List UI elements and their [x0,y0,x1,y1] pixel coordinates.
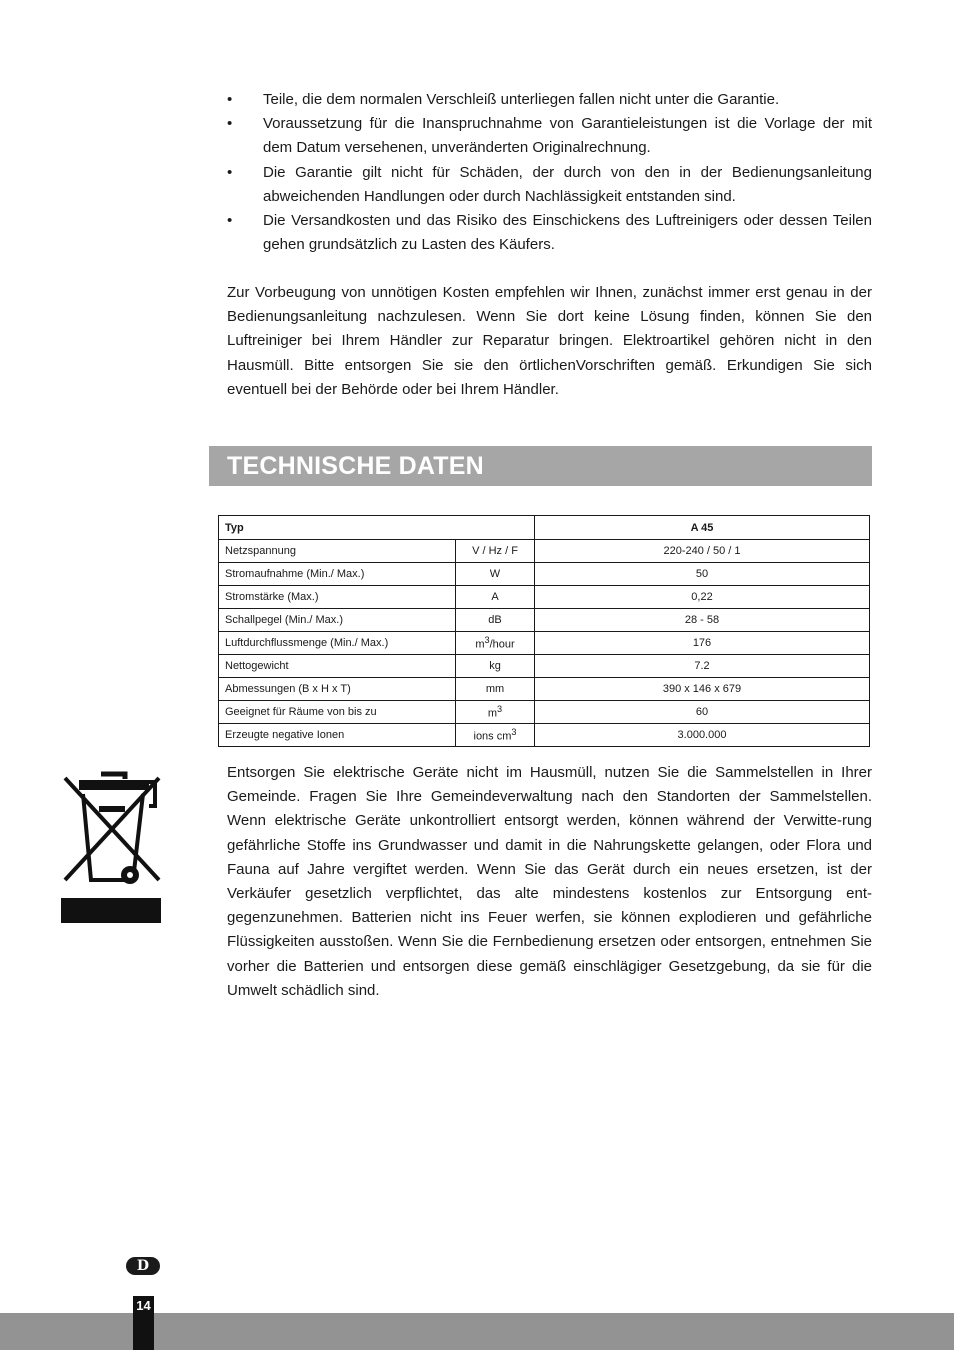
row-unit: mm [456,678,535,701]
disposal-paragraph: Entsorgen Sie elektrische Geräte nicht im Hausmüll, nutzen Sie die Sammelstellen in Ihrer Gemeinde. Fragen Sie Ihre Gemeindeverwaltung nach den Standorten der Sammelstellen. Wenn elektrische Geräte unkontrolliert entsorgt werden, können während der Verwitte-rung gefährliche Stoffe ins Grundwasser und damit in die Nahrungskette gelangen, oder Flora und Fauna auf Jahre vergiftet werden. Wenn Sie das Gerät durch ein neues ersetzen, ist der Verkäufer gesetzlich verpflichtet, das alte mindestens kostenlos zur Entsorgung ent-gegenzunehmen. Batterien nicht ins Feuer werfen, sie können explodieren und gefährliche Flüssigkeiten ausstoßen. Wenn Sie die Fernbedienung ersetzen oder entsorgen, entnehmen Sie vorher die Batterien und entsorgen diese gemäß einschlägiger Gesetzgebung, da sie für die Umwelt schädlich sind. [227,764,872,999]
table-row [219,586,870,609]
header-label-cell: Typ [219,516,535,540]
table-row [219,540,870,563]
table-row [219,563,870,586]
crossed-out-wheelie-bin-icon [61,768,161,924]
table-row [219,655,870,678]
table-row [219,632,870,655]
row-value: 7.2 [535,655,870,678]
page-number: 14 [133,1296,154,1350]
warranty-bullet-list [227,88,872,257]
bullet-item: • Voraussetzung für die Inanspruchnahme von Garantieleistungen ist die Vorlage der mit dem Datum versehenen, unveränderten Originalrechnung. [227,115,872,157]
row-value: 390 x 146 x 679 [535,678,870,701]
table-row [219,724,870,747]
row-unit: $m^3$ [456,701,535,724]
language-badge: D [126,1257,160,1275]
section-title: TECHNISCHE DATEN [209,446,872,486]
bullet-item: • Die Versandkosten und das Risiko des Einschickens des Luftreinigers oder dessen Teilen gehen grundsätzlich zu Lasten des Käufers. [227,212,872,254]
bullet-item: • Die Garantie gilt nicht für Schäden, der durch von den in der Bedienungsanleitung abweichenden Handlungen oder durch Nachlässigkeit entstanden sind. [227,163,872,205]
row-unit: W [456,563,535,586]
row-value: 60 [535,701,870,724]
bullet-item: • Teile, die dem normalen Verschleiß unterliegen fallen nicht unter die Garantie. [227,91,780,108]
row-value: 176 [535,632,870,655]
row-label: Erzeugte negative Ionen [219,724,456,747]
row-value: 3.000.000 [535,724,870,747]
row-unit: dB [456,609,535,632]
table-header-row [219,516,870,540]
row-label: Abmessungen (B x H x T) [219,678,456,701]
table-row [219,609,870,632]
row-unit: V / Hz / F [456,540,535,563]
row-value: 220-240 / 50 / 1 [535,540,870,563]
row-label: Schallpegel (Min./ Max.) [219,609,456,632]
row-label: Stromaufnahme (Min./ Max.) [219,563,456,586]
row-label: Luftdurchflussmenge (Min./ Max.) [219,632,456,655]
technical-data-table [218,515,870,747]
row-label: Netzspannung [219,540,456,563]
row-label: Nettogewicht [219,655,456,678]
table-row [219,701,870,724]
row-value: 28 - 58 [535,609,870,632]
row-label: Geeignet für Räume von bis zu [219,701,456,724]
table-row [219,678,870,701]
row-value: 0,22 [535,586,870,609]
row-unit: A [456,586,535,609]
row-value: 50 [535,563,870,586]
row-unit: $m^3$/hour [456,632,535,655]
cost-prevention-paragraph: Zur Vorbeugung von unnötigen Kosten empfehlen wir Ihnen, zunächst immer erst genau in der Bedienungsanleitung nachzulesen. Wenn Sie dort keine Lösung finden, können Sie den Luftreiniger bei Ihrem Händler zur Reparatur bringen. Elektroartikel gehören nicht in den Hausmüll. Bitte entsorgen Sie sie den örtlichenVorschriften gemäß. Erkundigen Sie sich eventuell bei der Behörde oder bei Ihrem Händler. [227,284,872,398]
row-label: Stromstärke (Max.) [219,586,456,609]
header-model-cell: A 45 [535,516,870,540]
row-unit: ions $cm^3$ [456,724,535,747]
row-unit: kg [456,655,535,678]
